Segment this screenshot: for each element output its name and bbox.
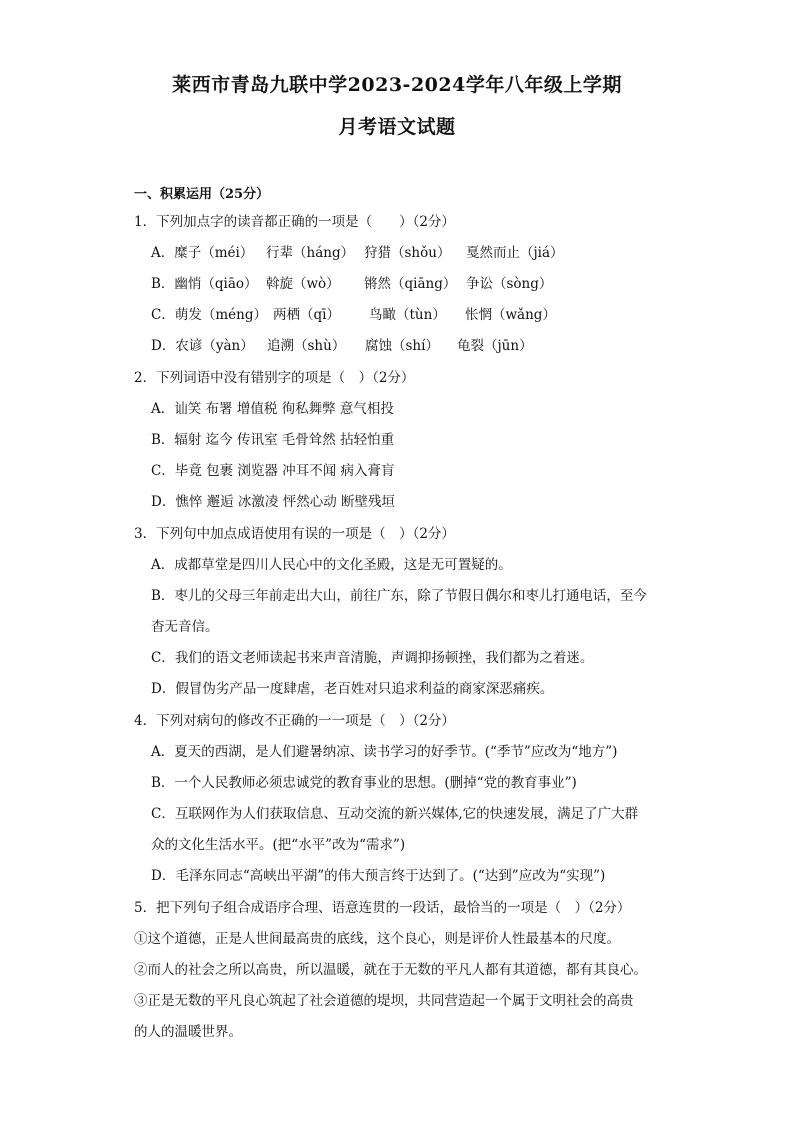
question-1-stem: 1．下列加点字的读音都正确的一项是（ ）（2分） [134, 214, 455, 230]
question-5-sentence-3-cont: 的人的温暖世界。 [134, 1024, 242, 1040]
option-term: 追溯（shù） [267, 338, 346, 354]
question-1-option-b [151, 275, 552, 293]
question-3-option-b: B．枣儿的父母三年前走出大山，前往广东，除了节假日偶尔和枣儿打通电话，至今 [151, 588, 647, 604]
question-4-option-b: B．一个人民教师必须忠诚党的教育事业的思想。(删掉“党的教育事业”) [151, 775, 577, 791]
option-term: 腐蚀（shí） [365, 338, 439, 354]
option-term: 鸟瞰（tùn） [369, 307, 446, 323]
question-2-option-d: D．憔悴 邂逅 冰激凌 怦然心动 断壁残垣 [151, 494, 395, 510]
question-4-stem: 4．下列对病句的修改不正确的一一项是（ ）（2分） [134, 713, 455, 729]
option-term: C．萌发（méng） [151, 307, 267, 323]
option-term: 两栖（qī） [273, 307, 340, 323]
option-term: 狩猎（shǒu） [364, 245, 451, 261]
option-term: A．糜子（méi） [151, 245, 254, 261]
option-term: 怅惘（wǎng） [465, 307, 556, 323]
question-4-option-c: C．互联网作为人们获取信息、互动交流的新兴媒体,它的快速发展，满足了广大群 [151, 806, 639, 822]
question-4-option-a: A．夏天的西湖，是人们避暑纳凉、读书学习的好季节。(“季节”应改为“地方”) [151, 744, 618, 760]
option-term: 行辈（háng） [266, 245, 355, 261]
question-3-option-d: D．假冒伪劣产品一度肆虐，老百姓对只追求利益的商家深恶痛疾。 [151, 681, 554, 697]
exam-title: 莱西市青岛九联中学2023-2024学年八年级上学期 [172, 74, 622, 96]
question-4-option-d: D．毛泽东同志“高峡出平湖”的伟大预言终于达到了。(“达到”应改为“实现”) [151, 868, 606, 884]
question-5-sentence-2: ②而人的社会之所以高贵，所以温暖，就在于无数的平凡人都有其道德，都有其良心。 [134, 962, 647, 978]
question-3-stem: 3．下列句中加点成语使用有误的一项是（ ）（2分） [134, 526, 455, 542]
question-2-option-c: C．毕竟 包裹 浏览器 冲耳不闻 病入膏肓 [151, 463, 395, 479]
question-5-sentence-1: ①这个道德，正是人世间最高贵的底线，这个良心，则是评价人性最基本的尺度。 [134, 931, 620, 947]
exam-subtitle: 月考语文试题 [338, 116, 456, 138]
option-term: 斡旋（wò） [266, 276, 340, 292]
section-heading: 一、积累运用（25分） [134, 187, 270, 202]
option-term: 争讼（sòng） [466, 276, 553, 292]
option-term: 锵然（qiāng） [364, 276, 457, 292]
question-3-option-a: A．成都草堂是四川人民心中的文化圣殿，这是无可置疑的。 [151, 557, 512, 573]
option-term: D．农谚（yàn） [151, 338, 254, 354]
question-5-sentence-3: ③正是无数的平凡良心筑起了社会道德的堤坝，共同营造起一个属于文明社会的高贵 [134, 993, 634, 1009]
question-1-option-a [151, 244, 564, 262]
option-term: B．幽悄（qiāo） [151, 276, 258, 292]
question-4-option-c-cont: 众的文化生活水平。(把“水平”改为“需求”) [151, 837, 406, 853]
question-1-option-d [151, 337, 533, 355]
question-2-option-b: B．辐射 迄今 传讯室 毛骨耸然 拈轻怕重 [151, 432, 395, 448]
option-term: 戛然而止（jiá） [466, 245, 564, 261]
question-1-option-c [151, 306, 556, 324]
question-5-stem: 5．把下列句子组合成语序合理、语意连贯的一段话，最恰当的一项是（ ）（2分） [134, 900, 631, 916]
question-2-option-a: A．讪笑 布署 增值税 徇私舞弊 意气相投 [151, 401, 394, 417]
question-3-option-c: C．我们的语文老师读起书来声音清脆，声调抑扬顿挫，我们都为之着迷。 [151, 650, 594, 666]
option-term: 龟裂（jūn） [457, 338, 533, 354]
question-3-option-b-cont: 杳无音信。 [151, 619, 219, 635]
question-2-stem: 2．下列词语中没有错别字的项是（ ）（2分） [134, 370, 415, 386]
